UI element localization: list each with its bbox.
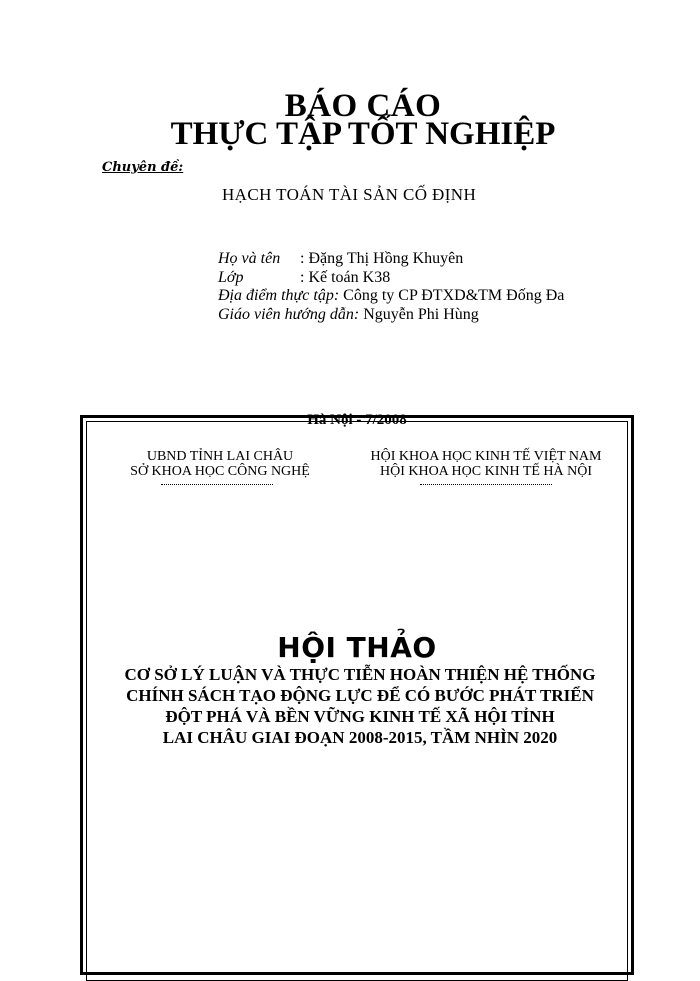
info-value-class: : Kế toán K38 <box>300 268 391 286</box>
org-left-line1: UBND TỈNH LAI CHÂU <box>146 449 294 464</box>
info-row-advisor <box>218 306 564 325</box>
info-row-class <box>218 269 564 288</box>
event-subtitle-line3: ĐỘT PHÁ VÀ BỀN VỮNG KINH TẾ XÃ HỘI TỈNH <box>165 707 555 726</box>
event-title: HỘI THẢO <box>277 631 437 664</box>
info-value-advisor: Nguyễn Phi Hùng <box>363 305 479 323</box>
info-label-name: Họ và tên <box>218 250 281 267</box>
event-subtitle-line1: CƠ SỞ LÝ LUẬN VÀ THỰC TIỄN HOÀN THIỆN HỆ THỐNG <box>124 665 596 684</box>
org-right-line2: HỘI KHOA HỌC KINH TẾ HÀ NỘI <box>379 464 593 479</box>
report-date: Hà Nội - 7/2008 <box>307 412 407 428</box>
topic-title: HẠCH TOÁN TÀI SẢN CỐ ĐỊNH <box>222 185 477 204</box>
report-title-line1: BÁO CÁO <box>284 88 442 124</box>
event-subtitle <box>80 664 640 748</box>
info-label-location: Địa điểm thực tập: <box>218 287 340 304</box>
event-subtitle-line4: LAI CHÂU GIAI ĐOẠN 2008-2015, TẦM NHÌN 2020 <box>162 728 558 747</box>
info-value-location: Công ty CP ĐTXD&TM Đống Đa <box>343 287 565 304</box>
org-left <box>110 449 330 479</box>
topic-label: Chuyên đề: <box>102 160 184 175</box>
info-label-class: Lớp <box>218 268 244 286</box>
info-label-advisor: Giáo viên hướng dẫn: <box>218 305 360 323</box>
org-right <box>346 449 626 479</box>
org-right-line1: HỘI KHOA HỌC KINH TẾ VIỆT NAM <box>370 449 602 464</box>
divider-right <box>420 484 552 485</box>
org-left-line2: SỞ KHOA HỌC CÔNG NGHỆ <box>130 464 310 479</box>
info-value-name: : Đặng Thị Hồng Khuyên <box>300 250 464 267</box>
student-info <box>218 250 564 324</box>
event-subtitle-line2: CHÍNH SÁCH TẠO ĐỘNG LỰC ĐỂ CÓ BƯỚC PHÁT TRIỂN <box>126 686 594 705</box>
info-row-name <box>218 250 564 269</box>
report-title-line2: THỰC TẬP TỐT NGHIỆP <box>170 116 556 152</box>
info-row-location <box>218 287 564 306</box>
divider-left <box>161 484 273 485</box>
